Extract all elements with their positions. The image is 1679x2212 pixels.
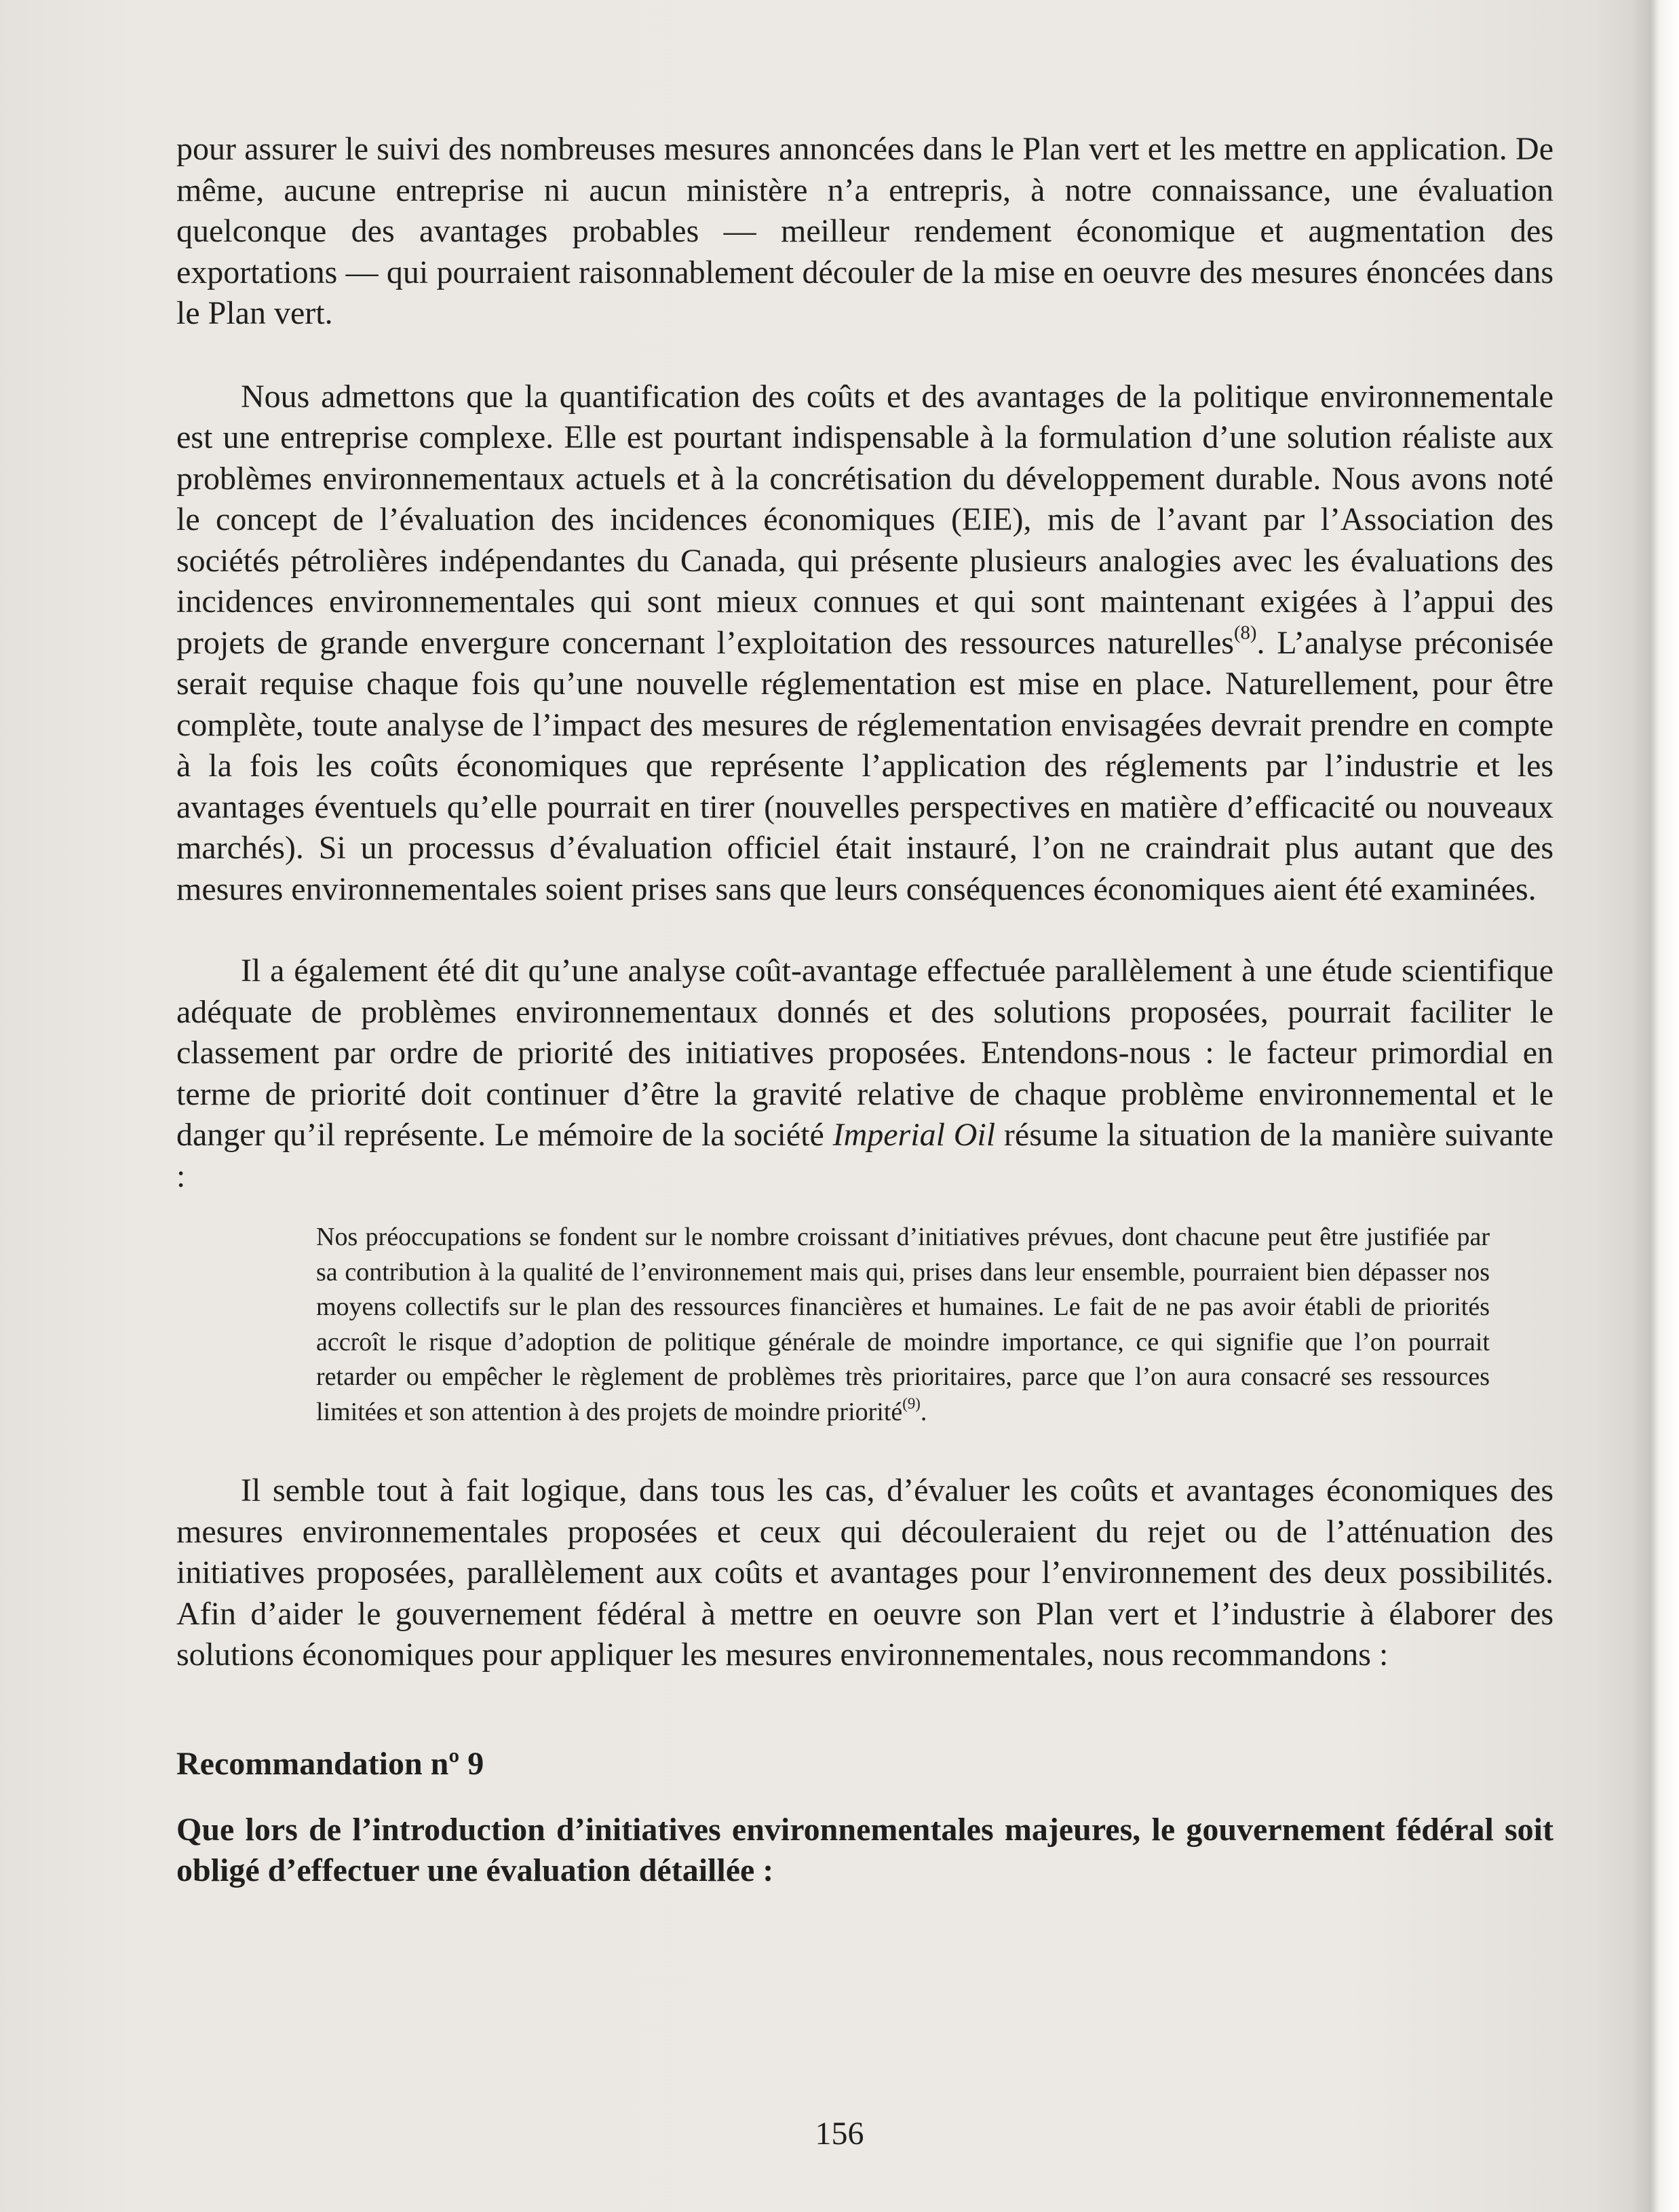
page-body xyxy=(176,129,1553,1891)
footnote-ref-9: (9) xyxy=(902,1394,921,1412)
block-quote-end: . xyxy=(920,1397,927,1426)
paragraph-3 xyxy=(176,951,1553,1197)
paragraph-1: pour assurer le suivi des nombreuses mesures annoncées dans le Plan vert et les mettre en application. De même, aucune entreprise ni aucun ministère n’a entrepris, à notre connaissance, une évaluation quelconque des avantages probables — meilleur rendement économique et augmentation des exportations — qui pourraient raisonnablement découler de la mise en oeuvre des mesures énoncées dans le Plan vert. xyxy=(176,131,1553,331)
block-quote-text: Nos préoccupations se fondent sur le nombre croissant d’initiatives prévues, dont chacune peut être justifiée par sa contribution à la qualité de l’environnement mais qui, prises dans leur ensemble, pourraient bien dépasser nos moyens collectifs sur le plan des ressources financières et humaines. Le fait de ne pas avoir établi de priorités accroît le risque d’adoption de politique générale de moindre importance, ce qui signifie que l’on pourrait retarder ou empêcher le règlement de problèmes très prioritaires, parce que l’on aura consacré ses ressources limitées et son attention à des projets de moindre priorité xyxy=(316,1223,1490,1426)
paragraph-2 xyxy=(176,377,1553,911)
paragraph-2-text-b: . L’analyse préconisée serait requise chaque fois qu’une nouvelle réglementation est mise en place. Naturellement, pour être complète, toute analyse de l’impact des mesures de réglementation envisagées devrait prendre en compte à la fois les coûts économiques que représente l’application des réglements par l’industrie et les avantages éventuels qu’elle pourrait en tirer (nouvelles perspectives en matière d’efficacité ou nouveaux marchés). Si un processus d’évaluation officiel était instauré, l’on ne craindrait plus autant que des mesures environnementales soient prises sans que leurs conséquences économiques aient été examinées. xyxy=(176,624,1553,907)
company-name: Imperial Oil xyxy=(832,1117,996,1153)
recommendation-title: Recommandation nº 9 xyxy=(176,1745,484,1782)
paragraph-4: Il semble tout à fait logique, dans tous les cas, d’évaluer les coûts et avantages économiques des mesures environnementales proposées et ceux qui découleraient du rejet ou de l’atténuation des initiatives proposées, parallèlement aux coûts et avantages pour l’environnement des deux possibilités. Afin d’aider le gouvernement fédéral à mettre en oeuvre son Plan vert et l’industrie à élaborer des solutions économiques pour appliquer les mesures environnementales, nous recommandons : xyxy=(176,1472,1553,1673)
paragraph-3-text-b: résume la situation de la manière suivante : xyxy=(176,1117,1553,1194)
block-quote xyxy=(316,1220,1490,1430)
page-number: 156 xyxy=(815,2116,864,2152)
footnote-ref-8: (8) xyxy=(1233,621,1257,643)
recommendation-text: Que lors de l’introduction d’initiatives environnementales majeures, le gouvernement fédéral soit obligé d’effectuer une évaluation détaillée : xyxy=(176,1811,1553,1888)
page-edge-shadow xyxy=(1632,0,1679,2212)
paragraph-3-text-a: Il a également été dit qu’une analyse coût-avantage effectuée parallèlement à une étude scientifique adéquate de problèmes environnementaux donnés et des solutions proposées, pourrait faciliter le classement par ordre de priorité des initiatives proposées. Entendons-nous : le facteur primordial en terme de priorité doit continuer d’être la gravité relative de chaque problème environnemental et le danger qu’il représente. Le mémoire de la société xyxy=(176,953,1553,1153)
paragraph-2-text-a: Nous admettons que la quantification des coûts et des avantages de la politique environnementale est une entreprise complexe. Elle est pourtant indispensable à la formulation d’une solution réaliste aux problèmes environnementaux actuels et à la concrétisation du développement durable. Nous avons noté le concept de l’évaluation des incidences économiques (EIE), mis de l’avant par l’Association des sociétés pétrolières indépendantes du Canada, qui présente plusieurs analogies avec les évaluations des incidences environnementales qui sont mieux connues et qui sont maintenant exigées à l’appui des projets de grande envergure concernant l’exploitation des ressources naturelles xyxy=(176,378,1553,661)
